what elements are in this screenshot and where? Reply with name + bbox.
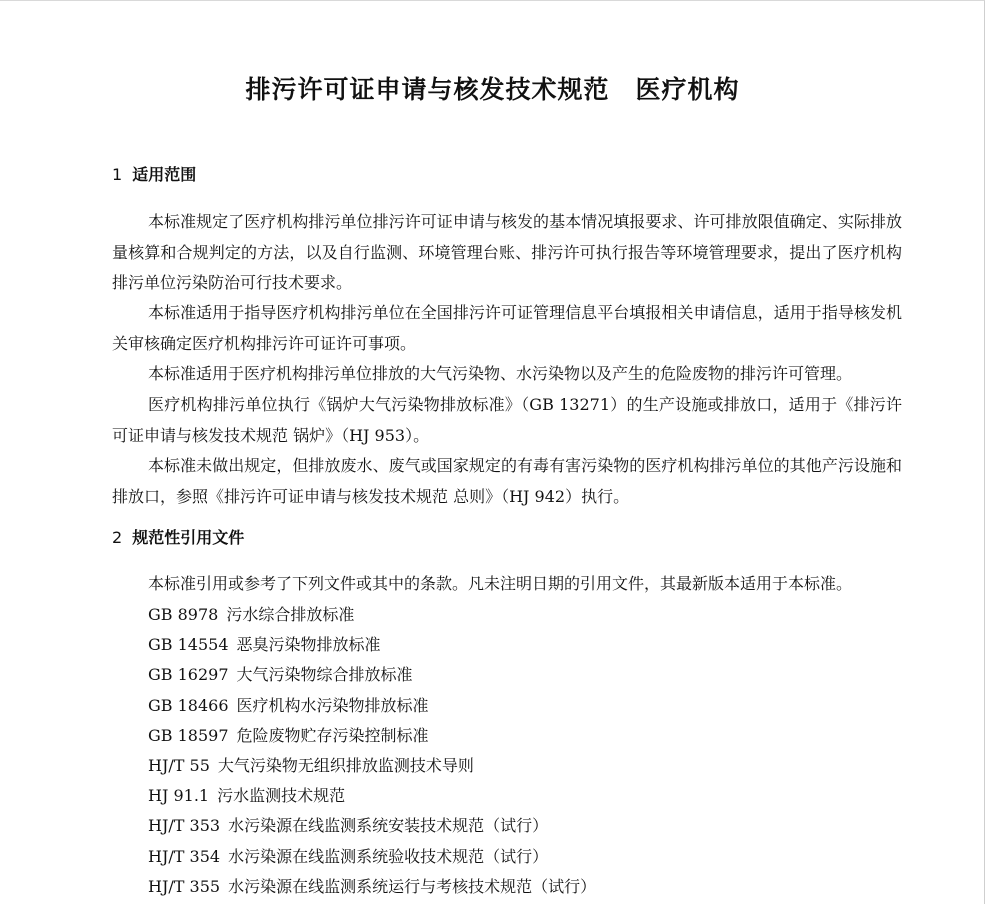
reference-item	[148, 721, 596, 751]
reference-title: 恶臭污染物排放标准	[236, 635, 381, 655]
section-number: 2	[112, 528, 123, 547]
paragraph: 本标准适用于医疗机构排污单位排放的大气污染物、水污染物以及产生的危险废物的排污许可管理。	[148, 364, 853, 383]
reference-code: GB 18466	[148, 695, 229, 715]
reference-item	[148, 811, 596, 841]
section-title: 规范性引用文件	[132, 528, 245, 547]
paragraph: 本标准未做出规定，但排放废水、废气或国家规定的有毒有害污染物的医疗机构排污单位的其他产污设施和排放口，参照《排污许可证申请与核发技术规范 总则》（HJ 942）执行。	[112, 456, 902, 506]
reference-title: 危险废物贮存污染控制标准	[236, 725, 429, 745]
reference-title: 水污染源在线监测系统安装技术规范（试行）	[228, 816, 549, 836]
reference-code: HJ 91.1	[148, 786, 210, 806]
reference-code: HJ/T 55	[148, 755, 210, 775]
section-title: 适用范围	[132, 165, 197, 184]
paragraph: 本标准规定了医疗机构排污单位排污许可证申请与核发的基本情况填报要求、许可排放限值确定、实际排放量核算和合规判定的方法，以及自行监测、环境管理台账、排污许可执行报告等环境管理要求，提出了医疗机构排污单位污染防治可行技术要求。	[112, 212, 902, 292]
reference-title: 大气污染物综合排放标准	[236, 665, 413, 685]
reference-item	[148, 660, 596, 690]
reference-item	[148, 872, 596, 902]
reference-code: HJ/T 354	[148, 846, 221, 866]
paragraph: 本标准适用于指导医疗机构排污单位在全国排污许可证管理信息平台填报相关申请信息，适用于指导核发机关审核确定医疗机构排污许可证许可事项。	[112, 303, 902, 353]
reference-code: GB 18597	[148, 725, 229, 745]
reference-item	[148, 600, 596, 630]
reference-title: 水污染源在线监测系统运行与考核技术规范（试行）	[228, 876, 597, 896]
reference-code: GB 14554	[148, 635, 229, 655]
reference-item	[148, 691, 596, 721]
reference-title: 水污染源在线监测系统验收技术规范（试行）	[228, 846, 549, 866]
reference-title: 污水综合排放标准	[226, 605, 355, 624]
section-1-heading	[112, 164, 196, 186]
reference-title: 医疗机构水污染物排放标准	[236, 695, 429, 715]
reference-code: HJ/T 353	[148, 816, 221, 836]
reference-item	[148, 630, 596, 660]
reference-code: GB 16297	[148, 665, 229, 685]
section-2-heading	[112, 527, 244, 549]
reference-code: GB 8978	[148, 605, 219, 624]
paragraph: 本标准引用或参考了下列文件或其中的条款。凡未注明日期的引用文件，其最新版本适用于本标准。	[148, 574, 853, 593]
reference-item	[148, 781, 596, 811]
section-number: 1	[112, 165, 123, 184]
document-title: 排污许可证申请与核发技术规范 医疗机构	[245, 75, 740, 104]
reference-title: 大气污染物无组织排放监测技术导则	[217, 755, 474, 775]
reference-item	[148, 751, 596, 781]
paragraph: 医疗机构排污单位执行《锅炉大气污染物排放标准》（GB 13271）的生产设施或排放口，适用于《排污许可证申请与核发技术规范 锅炉》（HJ 953）。	[112, 395, 902, 445]
reference-code: HJ/T 355	[148, 876, 221, 896]
reference-item	[148, 842, 596, 872]
reference-list	[148, 600, 596, 902]
reference-title: 污水监测技术规范	[217, 786, 346, 806]
